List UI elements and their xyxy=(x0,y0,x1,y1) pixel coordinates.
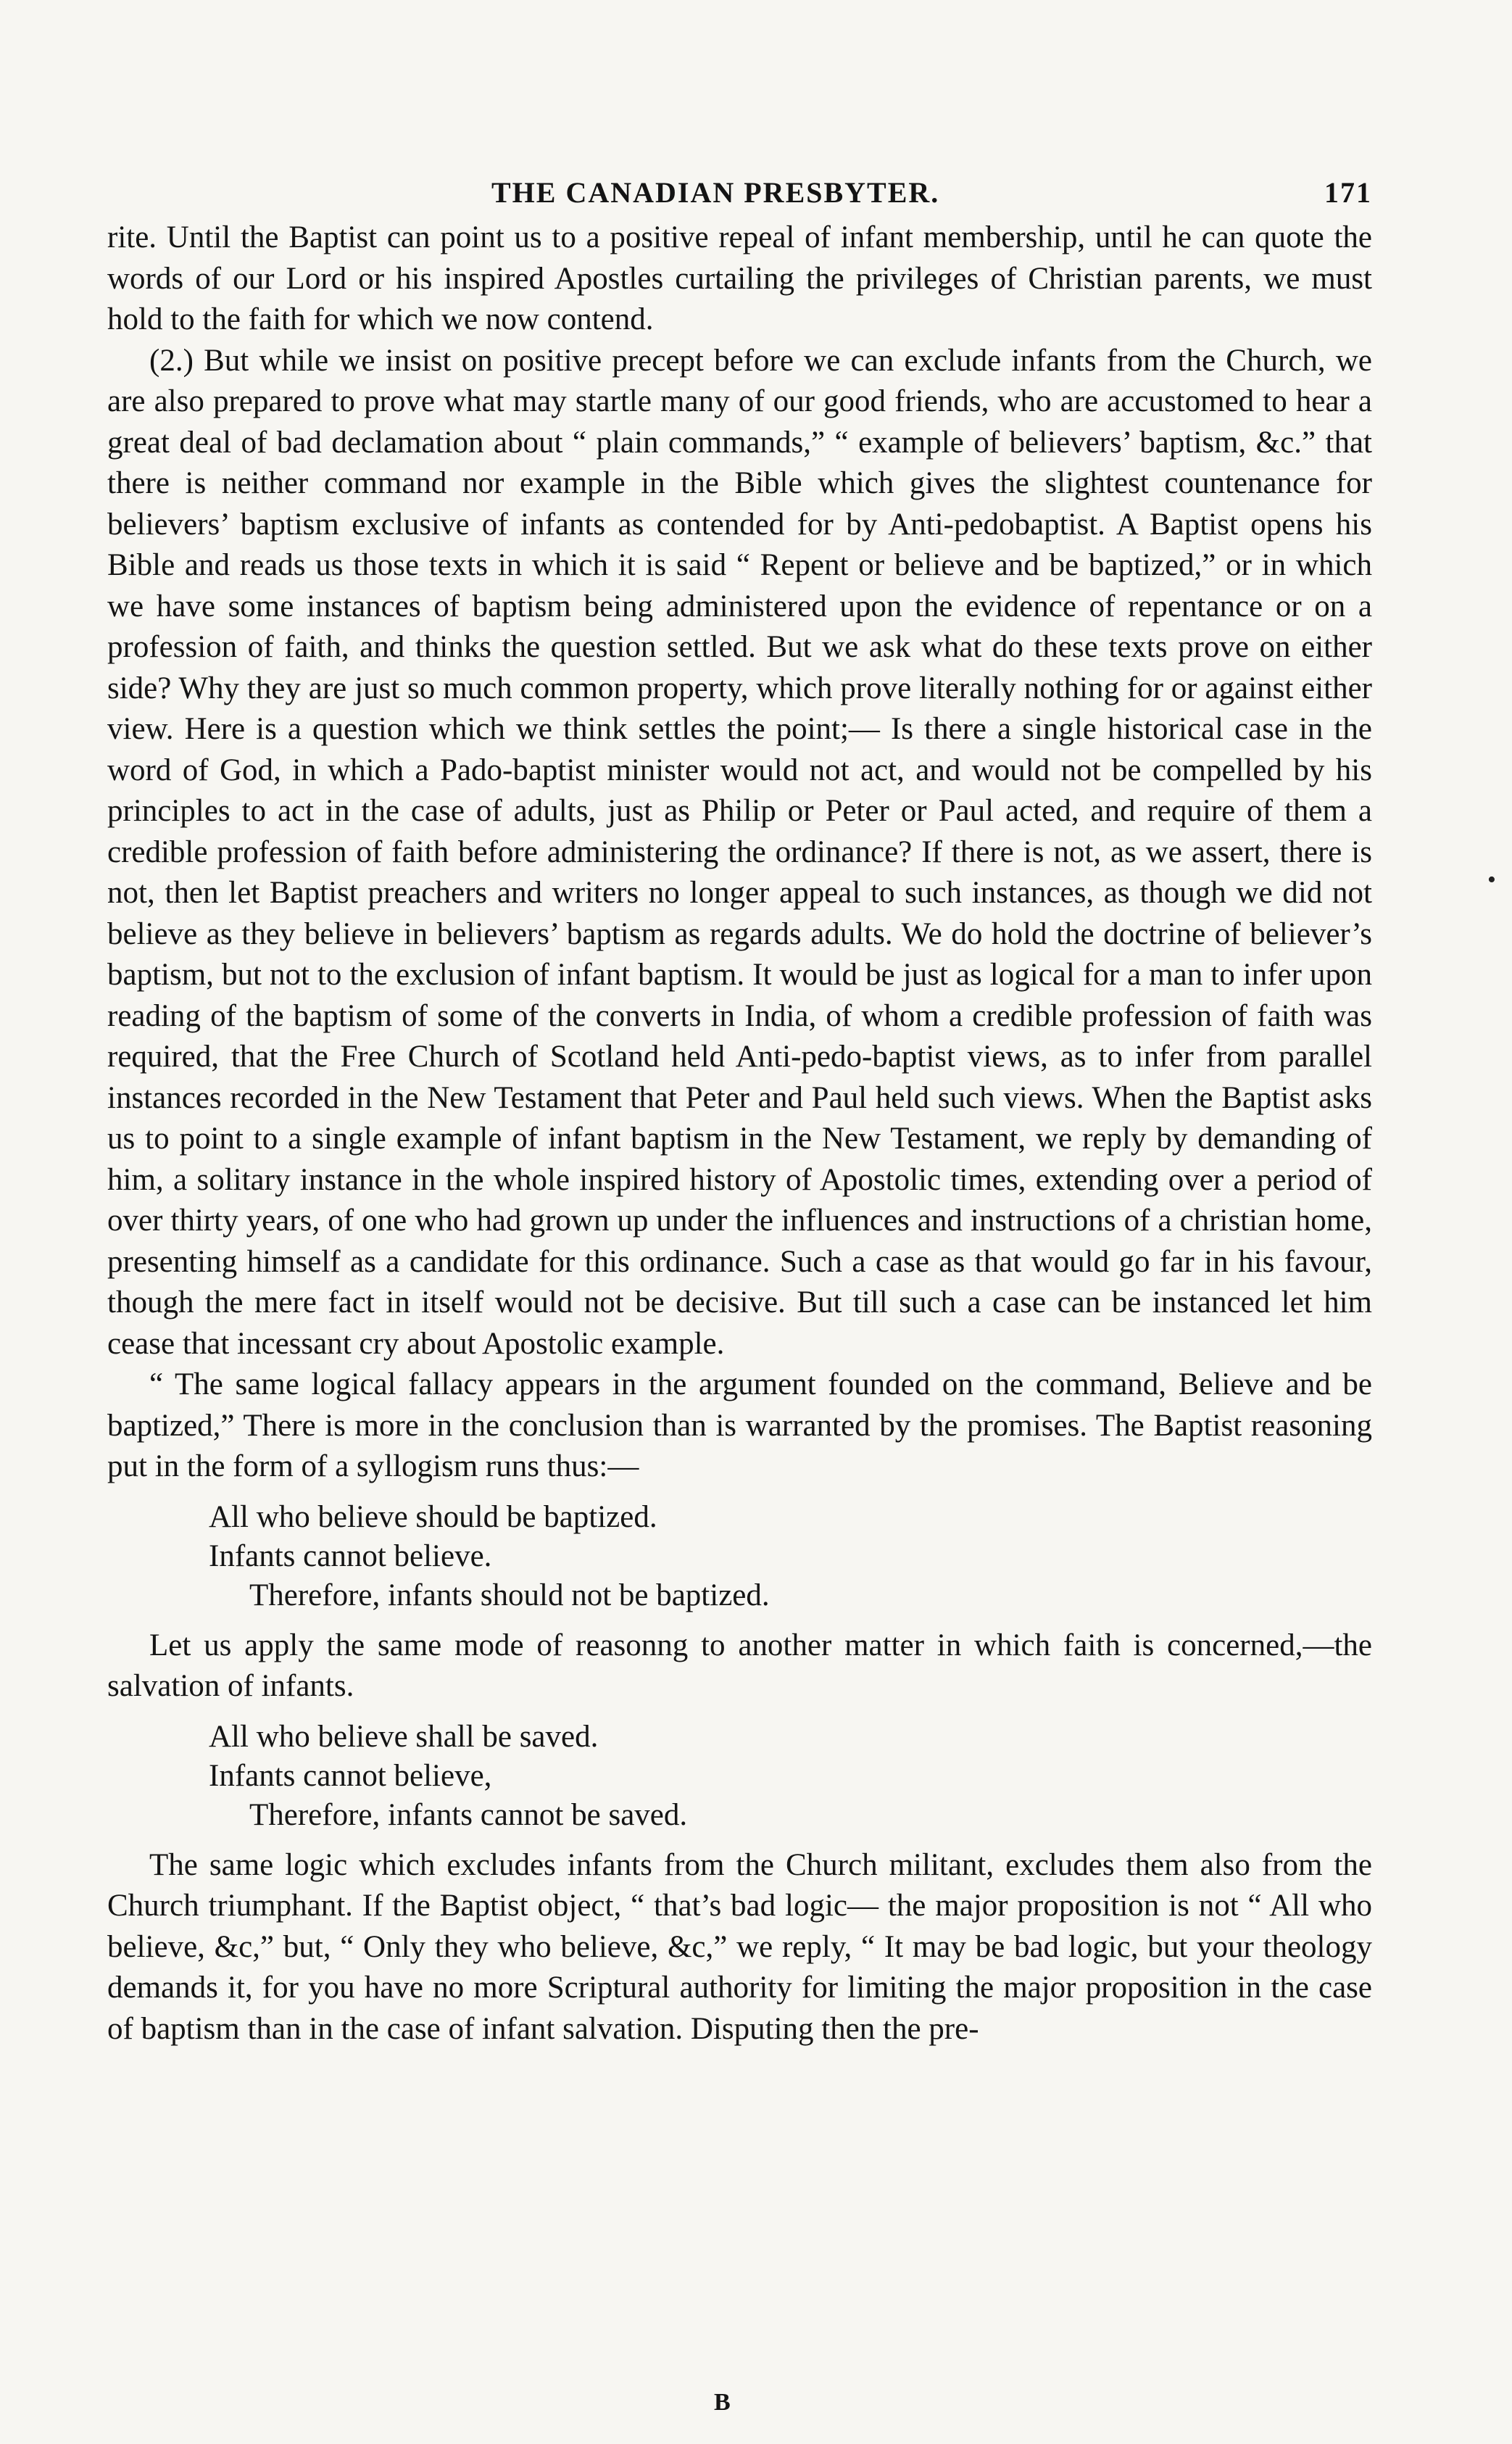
margin-mark: • xyxy=(1487,866,1496,893)
syllogism-minor: Infants cannot believe. xyxy=(209,1538,492,1573)
syllogism-major: All who believe shall be saved. xyxy=(209,1719,599,1754)
syllogism-baptism xyxy=(209,1498,1372,1615)
paragraph-closing: The same logic which excludes infants from the Church militant, excludes them also from the Church triumphant. If the Baptist object, “ that’s bad logic— the major proposition is not “ All who believe, &c,” but, “ Only they who believe, &c,” we reply, “ It may be bad logic, but your theology demands it, for you have no more Scriptural authority for limiting the major proposition in the case of baptism than in the case of infant salvation. Disputing then the pre- xyxy=(107,1847,1372,2046)
syllogism-minor: Infants cannot believe, xyxy=(209,1758,492,1793)
syllogism-conclusion: Therefore, infants should not be baptized. xyxy=(249,1578,770,1612)
signature-mark: B xyxy=(714,2389,731,2416)
paragraph-positive-precept: (2.) But while we insist on positive precept before we can exclude infants from the Church, we are also prepared to prove what may startle many of our good friends, who are accustomed to hear a great deal of bad declamation about “ plain commands,” “ example of believers’ baptism, &c.” that there is neither command nor example in the Bible which gives the slightest countenance for believers’ baptism exclusive of infants as contended for by Anti-pedobaptist. A Baptist opens his Bible and reads us those texts in which it is said “ Repent or believe and be baptized,” or in which we have some instances of baptism being administered upon the evidence of repentance or on a profession of faith, and thinks the question settled. But we ask what do these texts prove on either side? Why they are just so much common property, which prove literally nothing for or against either view. Here is a question which we think settles the point;— Is there a single historical case in the word of God, in which a Pado-baptist minister would not act, and would not be compelled by his principles to act in the case of adults, just as Philip or Peter or Paul acted, and require of them a credible profession of faith before administering the ordinance? If there is not, as we assert, there is not, then let Baptist preachers and writers no longer appeal to such instances, as though we did not believe as they believe in believers’ baptism as regards adults. We do hold the doctrine of believer’s baptism, but not to the exclusion of infant baptism. It would be just as logical for a man to infer upon reading of the baptism of some of the converts in India, of whom a credible profession of faith was required, that the Free Church of Scotland held Anti-pedo-baptist views, as to infer from parallel instances recorded in the New Testament that Peter and Paul held such views. When the Baptist asks us to point to a single example of infant baptism in the New Testament, we reply by demanding of him, a solitary instance in the whole inspired history of Apostolic times, extending over a period of over thirty years, of one who had grown up under the influences and instructions of a christian home, presenting himself as a candidate for this ordinance. Such a case as that would go far in his favour, though the mere fact in itself would not be decisive. But till such a case can be instanced let him cease that incessant cry about Apostolic example. xyxy=(107,343,1372,1361)
page xyxy=(107,167,1372,2050)
paragraph-logical-fallacy: “ The same logical fallacy appears in the argument founded on the command, Believe and be baptized,” There is more in the conclusion than is warranted by the promises. The Baptist reasoning put in the form of a syllogism runs thus:— xyxy=(107,1367,1372,1483)
body-text xyxy=(107,218,1372,2050)
syllogism-salvation xyxy=(209,1718,1372,1835)
syllogism-major: All who believe should be baptized. xyxy=(209,1499,657,1534)
syllogism-conclusion: Therefore, infants cannot be saved. xyxy=(249,1797,688,1832)
paragraph-apply-reasoning: Let us apply the same mode of reasonng to another matter in which faith is concerned,—the salvation of infants. xyxy=(107,1628,1372,1703)
page-header xyxy=(107,167,1372,218)
page-number: 171 xyxy=(1324,176,1372,209)
paragraph-continuation: rite. Until the Baptist can point us to a positive repeal of infant membership, until he can quote the words of our Lord or his inspired Apostles curtailing the privileges of Christian parents, we must hold to the faith for which we now contend. xyxy=(107,220,1372,336)
running-title: THE CANADIAN PRESBYTER. xyxy=(491,176,940,209)
